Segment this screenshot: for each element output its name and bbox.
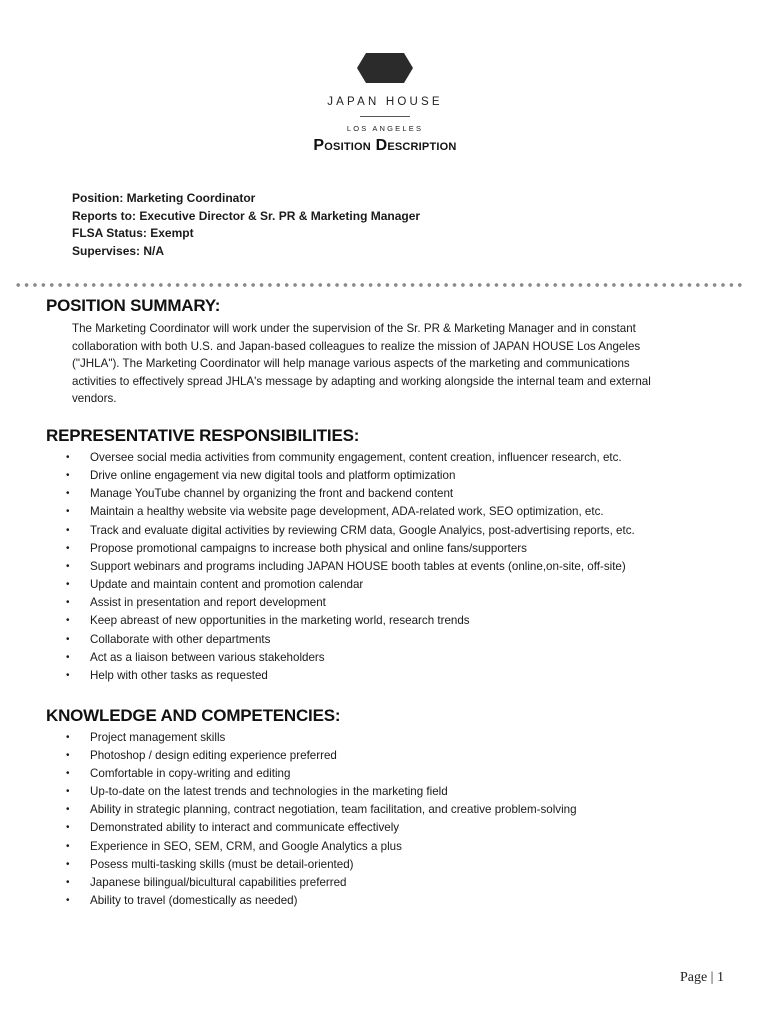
meta-flsa-status: FLSA Status: Exempt [72, 226, 194, 240]
competencies-list [66, 729, 577, 910]
list-item: • Demonstrated ability to interact and communicate effectively [66, 819, 577, 837]
bullet-icon: • [66, 524, 70, 536]
bullet-icon: • [66, 786, 70, 798]
summary-line: The Marketing Coordinator will work under the supervision of the Sr. PR & Marketing Manager and in constant [72, 322, 636, 335]
logo-name: JAPAN HOUSE [327, 96, 443, 108]
bullet-icon: • [66, 470, 70, 482]
bullet-icon: • [66, 669, 70, 681]
bullet-icon: • [66, 732, 70, 743]
list-item: • Help with other tasks as requested [66, 667, 635, 685]
summary-line: vendors. [72, 392, 117, 405]
list-item: • Comfortable in copy-writing and editing [66, 765, 577, 783]
bullet-icon: • [66, 579, 70, 591]
list-item: • Assist in presentation and report development [66, 594, 635, 612]
meta-position: Position: Marketing Coordinator [72, 191, 256, 205]
bullet-icon: • [66, 633, 70, 645]
meta-reports-to: Reports to: Executive Director & Sr. PR & Marketing Manager [72, 208, 421, 223]
bullet-icon: • [66, 858, 70, 870]
list-item: • Update and maintain content and promotion calendar [66, 576, 635, 594]
list-item: • Track and evaluate digital activities by reviewing CRM data, Google Analyics, post-advertising reports, etc. [66, 522, 635, 540]
summary-paragraph [72, 320, 712, 408]
logo [0, 52, 770, 133]
list-item: • Propose promotional campaigns to increase both physical and online fans/supporters [66, 540, 635, 558]
list-item: • Act as a liaison between various stakeholders [66, 649, 635, 667]
list-item: • Ability to travel (domestically as needed) [66, 892, 577, 910]
position-meta [72, 190, 420, 260]
bullet-icon: • [66, 542, 70, 554]
list-item: • Oversee social media activities from community engagement, content creation, influencer research, etc. [66, 449, 635, 467]
list-item: • Drive online engagement via new digital tools and platform optimization [66, 467, 635, 485]
list-item: • Up-to-date on the latest trends and technologies in the marketing field [66, 783, 577, 801]
dotted-divider [14, 282, 744, 288]
bullet-icon: • [66, 452, 70, 463]
bullet-icon: • [66, 560, 70, 572]
list-item: • Manage YouTube channel by organizing the front and backend content [66, 485, 635, 503]
bullet-icon: • [66, 822, 70, 834]
logo-mark-icon [356, 52, 414, 84]
list-item: • Photoshop / design editing experience preferred [66, 747, 577, 765]
bullet-icon: • [66, 876, 70, 888]
bullet-icon: • [66, 597, 70, 609]
bullet-icon: • [66, 615, 70, 627]
bullet-icon: • [66, 488, 70, 500]
list-item: • Project management skills [66, 729, 577, 747]
bullet-icon: • [66, 768, 70, 780]
summary-heading: POSITION SUMMARY: [46, 296, 221, 315]
document-title: Position Description [313, 137, 457, 154]
bullet-icon: • [66, 840, 70, 852]
list-item: • Japanese bilingual/bicultural capabilities preferred [66, 874, 577, 892]
list-item: • Keep abreast of new opportunities in the marketing world, research trends [66, 612, 635, 630]
summary-line: collaboration with both U.S. and Japan-based colleagues to realize the mission of JAPAN HOUSE Los Angeles [72, 339, 641, 353]
bullet-icon: • [66, 750, 70, 762]
responsibilities-heading: REPRESENTATIVE RESPONSIBILITIES: [46, 426, 360, 445]
list-item: • Support webinars and programs including JAPAN HOUSE booth tables at events (online,on-site, off-site) [66, 558, 635, 576]
summary-line: ("JHLA"). The Marketing Coordinator will help manage various aspects of the marketing and communications [72, 357, 630, 370]
logo-divider [360, 116, 410, 117]
list-item: • Ability in strategic planning, contract negotiation, team facilitation, and creative problem-solving [66, 801, 577, 819]
bullet-icon: • [66, 651, 70, 663]
list-item: • Collaborate with other departments [66, 631, 635, 649]
bullet-icon: • [66, 804, 70, 816]
responsibilities-list [66, 449, 635, 685]
list-item: • Maintain a healthy website via website page development, ADA-related work, SEO optimization, etc. [66, 503, 635, 521]
competencies-heading: KNOWLEDGE AND COMPETENCIES: [46, 706, 341, 725]
bullet-icon: • [66, 506, 70, 518]
logo-subtitle: LOS ANGELES [346, 124, 424, 133]
bullet-icon: • [66, 894, 70, 906]
list-item: • Posess multi-tasking skills (must be detail-oriented) [66, 856, 577, 874]
list-item: • Experience in SEO, SEM, CRM, and Google Analytics a plus [66, 838, 577, 856]
page-number: Page | 1 [679, 970, 724, 985]
meta-supervises: Supervises: N/A [72, 243, 165, 258]
summary-line: activities to effectively spread JHLA's message by adapting and working alongside the internal team and external [72, 374, 651, 388]
